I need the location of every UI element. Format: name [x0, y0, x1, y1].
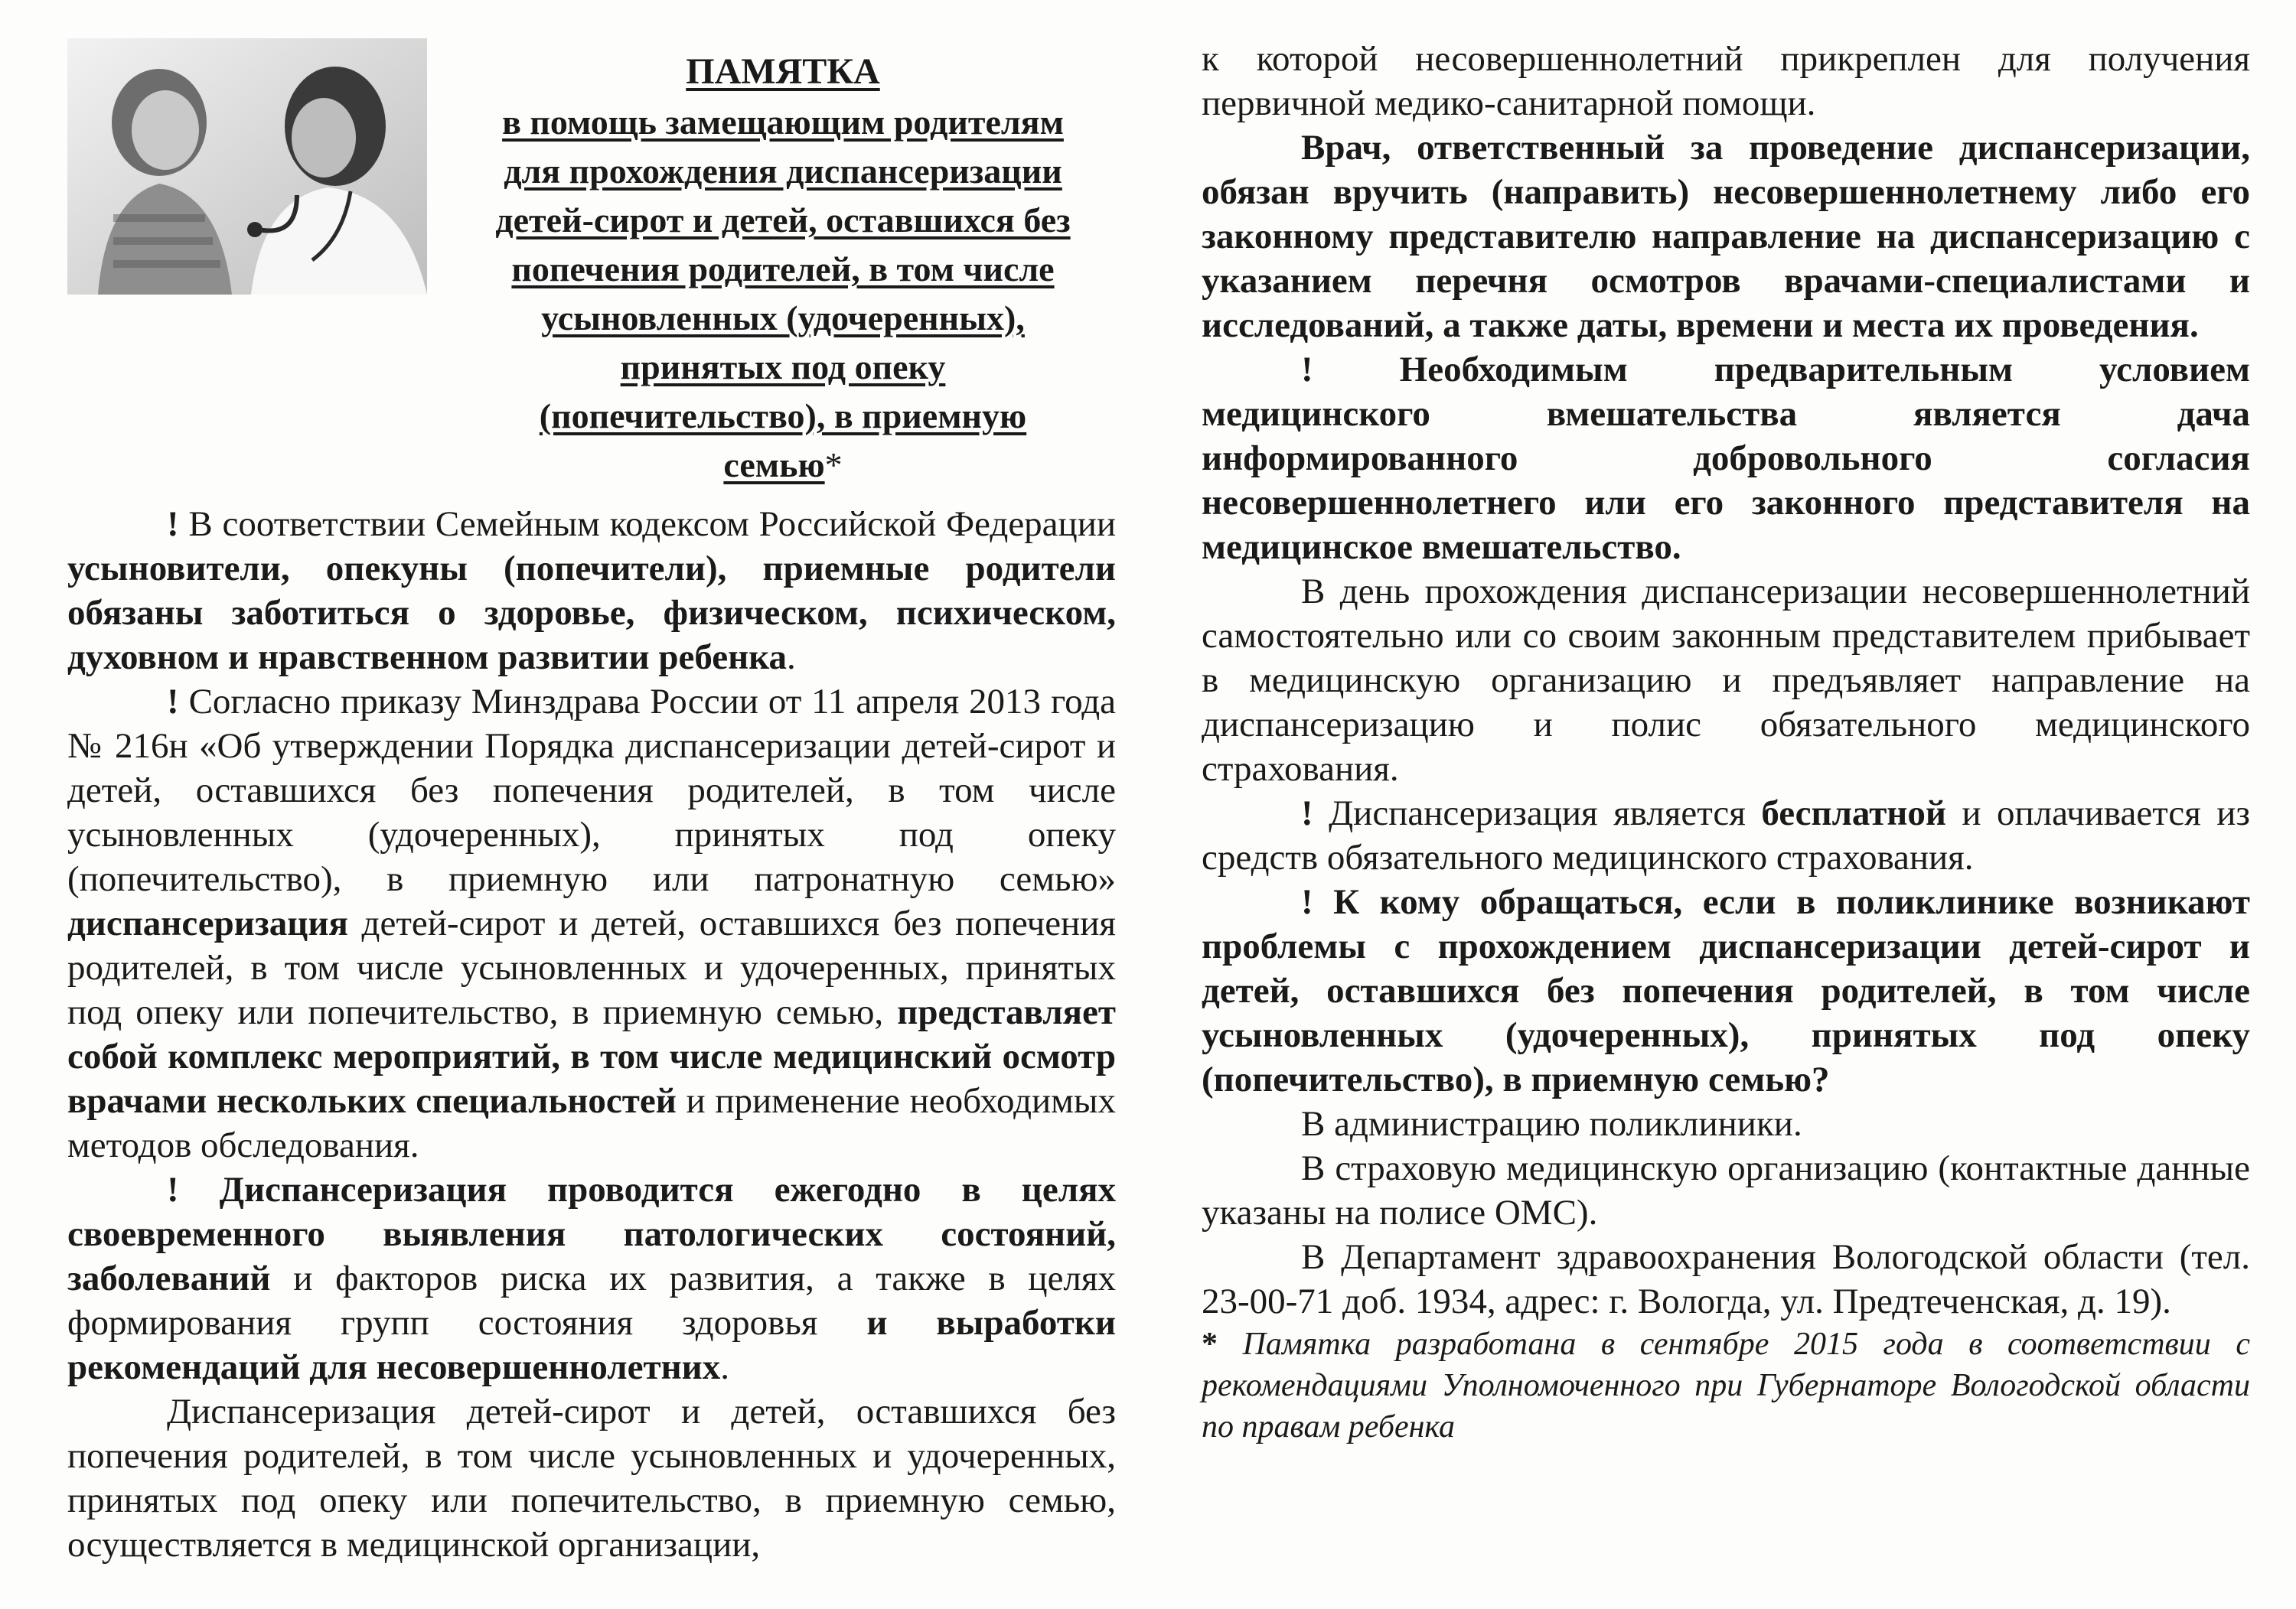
text-run: . [787, 637, 796, 677]
bold-run: Диспансеризация проводится ежегодно в целях своевременного выявления патологических состояний, заболеваний [67, 1170, 1116, 1298]
text-run: В соответствии Семейным кодексом Российской Федерации [178, 504, 1116, 544]
subtitle-line: детей-сирот и детей, оставшихся без [495, 200, 1071, 239]
text-run: детей-сирот и детей, оставшихся без попечения родителей, в том числе усыновленных и удочеренных, принятых под опеку или попечительство, в приемную семью, [67, 904, 1116, 1032]
paragraph-family-code [67, 502, 1116, 679]
paragraph-clinic-admin [1202, 1102, 2250, 1146]
left-column [67, 38, 1116, 1567]
text-run: и применение необходимых методов обследования. [67, 1081, 1116, 1165]
doctor-child-photo [67, 38, 427, 295]
paragraph-department [1202, 1235, 2250, 1324]
text-run: Диспансеризация является [1313, 793, 1762, 833]
footnote [1202, 1324, 2250, 1448]
paragraph-doctor [1202, 125, 2250, 347]
bold-run: представляет собой комплекс мероприятий, в том числе медицинский осмотр врачами нескольких специальностей [67, 992, 1116, 1121]
text-run: Согласно приказу Минздрава России от 11 апреля 2013 года № 216н «Об утверждении Порядка диспансеризации детей-сирот и детей, оставшихся без попечения родителей, в том числе усыновленных (удочеренных), принятых под опеку (попечительство), в приемную или патронатную семью» [67, 682, 1116, 899]
bold-run: Необходимым предварительным условием медицинского вмешательства является дача информированного добровольного согласия несовершеннолетнего или его законного представителя на медицинское вмешательство. [1202, 350, 2250, 567]
subtitle-line: усыновленных (удочеренных), [541, 298, 1025, 337]
title-block [450, 47, 1116, 490]
text-run: В страховую медицинскую организацию (контактные данные указаны на полисе ОМС). [1202, 1148, 2250, 1233]
bold-run: Врач, ответственный за проведение диспансеризации, обязан вручить (направить) несовершеннолетнему либо его законному представителю направление на диспансеризацию с указанием перечня осмотров врачами-специалистами и исследований, а также даты, времени и места их проведения. [1202, 128, 2250, 345]
subtitle-line: (попечительство), в приемную [539, 396, 1027, 435]
title-asterisk: * [824, 445, 843, 484]
paragraph-medical-org [67, 1389, 1116, 1567]
bold-run: усыновители, опекуны (попечители), приемные родители обязаны заботиться о здоровье, физическом, психическом, духовном и нравственном развитии ребенка [67, 549, 1116, 677]
exclamation-mark: ! [167, 1170, 179, 1210]
bold-run: диспансеризация [67, 904, 348, 943]
header [67, 38, 1116, 499]
text-run: и оплачивается из средств обязательного медицинского страхования. [1202, 793, 2250, 878]
text-run: Диспансеризация детей-сирот и детей, оставшихся без попечения родителей, в том числе усыновленных и удочеренных, принятых под опеку или попечительство, в приемную семью, осуществляется в медицинской организации, [67, 1392, 1116, 1565]
subtitle-line: попечения родителей, в том числе [511, 249, 1055, 288]
paragraph-consent [1202, 347, 2250, 569]
exclamation-mark: ! [1301, 882, 1313, 922]
exclamation-mark: ! [1301, 350, 1313, 389]
subtitle-line: в помощь замещающим родителям [502, 103, 1064, 142]
bold-run: бесплатной [1761, 793, 1946, 833]
exclamation-mark: ! [167, 682, 179, 721]
footnote-asterisk: * [1202, 1327, 1218, 1362]
bold-run: К кому обращаться, если в поликлинике возникают проблемы с прохождением диспансеризации детей-сирот и детей, оставшихся без попечения родителей, в том числе усыновленных (удочеренных), принятых под опеку (попечительство), в приемную семью? [1202, 882, 2250, 1099]
exclamation-mark: ! [167, 504, 179, 544]
right-column [1202, 37, 2250, 1448]
bold-run: и выработки рекомендаций для несовершеннолетних [67, 1303, 1116, 1387]
text-run: и факторов риска их развития, а также в целях формирования групп состояния здоровья [67, 1259, 1116, 1343]
subtitle-line: семью [723, 445, 825, 484]
paragraph-insurance [1202, 1146, 2250, 1235]
paragraph-exam-day [1202, 569, 2250, 791]
paragraph-order-216n [67, 679, 1116, 1168]
document-title: ПАМЯТКА [686, 51, 880, 92]
paragraph-free [1202, 791, 2250, 880]
subtitle-line: принятых под опеку [620, 347, 946, 386]
text-run: В день прохождения диспансеризации несовершеннолетний самостоятельно или со своим законным представителем прибывает в медицинскую организацию и предъявляет направление на диспансеризацию и полис обязательного медицинского страхования. [1202, 572, 2250, 789]
paragraph-who-to-contact [1202, 880, 2250, 1102]
exclamation-mark: ! [1301, 793, 1313, 833]
footnote-text: Памятка разработана в сентябре 2015 года в соответствии с рекомендациями Уполномоченного при Губернаторе Вологодской области по правам ребенка [1202, 1327, 2250, 1445]
text-run: В Департамент здравоохранения Вологодской области (тел. 23-00-71 доб. 1934, адрес: г. Вологда, ул. Предтеченская, д. 19). [1202, 1237, 2250, 1321]
paragraph-attached [1202, 37, 2250, 125]
subtitle-last-line [723, 445, 842, 484]
text-run: В администрацию поликлиники. [1301, 1104, 1802, 1144]
text-run: . [720, 1347, 730, 1387]
paragraph-annual [67, 1168, 1116, 1389]
text-run: к которой несовершеннолетний прикреплен для получения первичной медико-санитарной помощи. [1202, 39, 2250, 123]
subtitle-line: для прохождения диспансеризации [504, 151, 1062, 191]
